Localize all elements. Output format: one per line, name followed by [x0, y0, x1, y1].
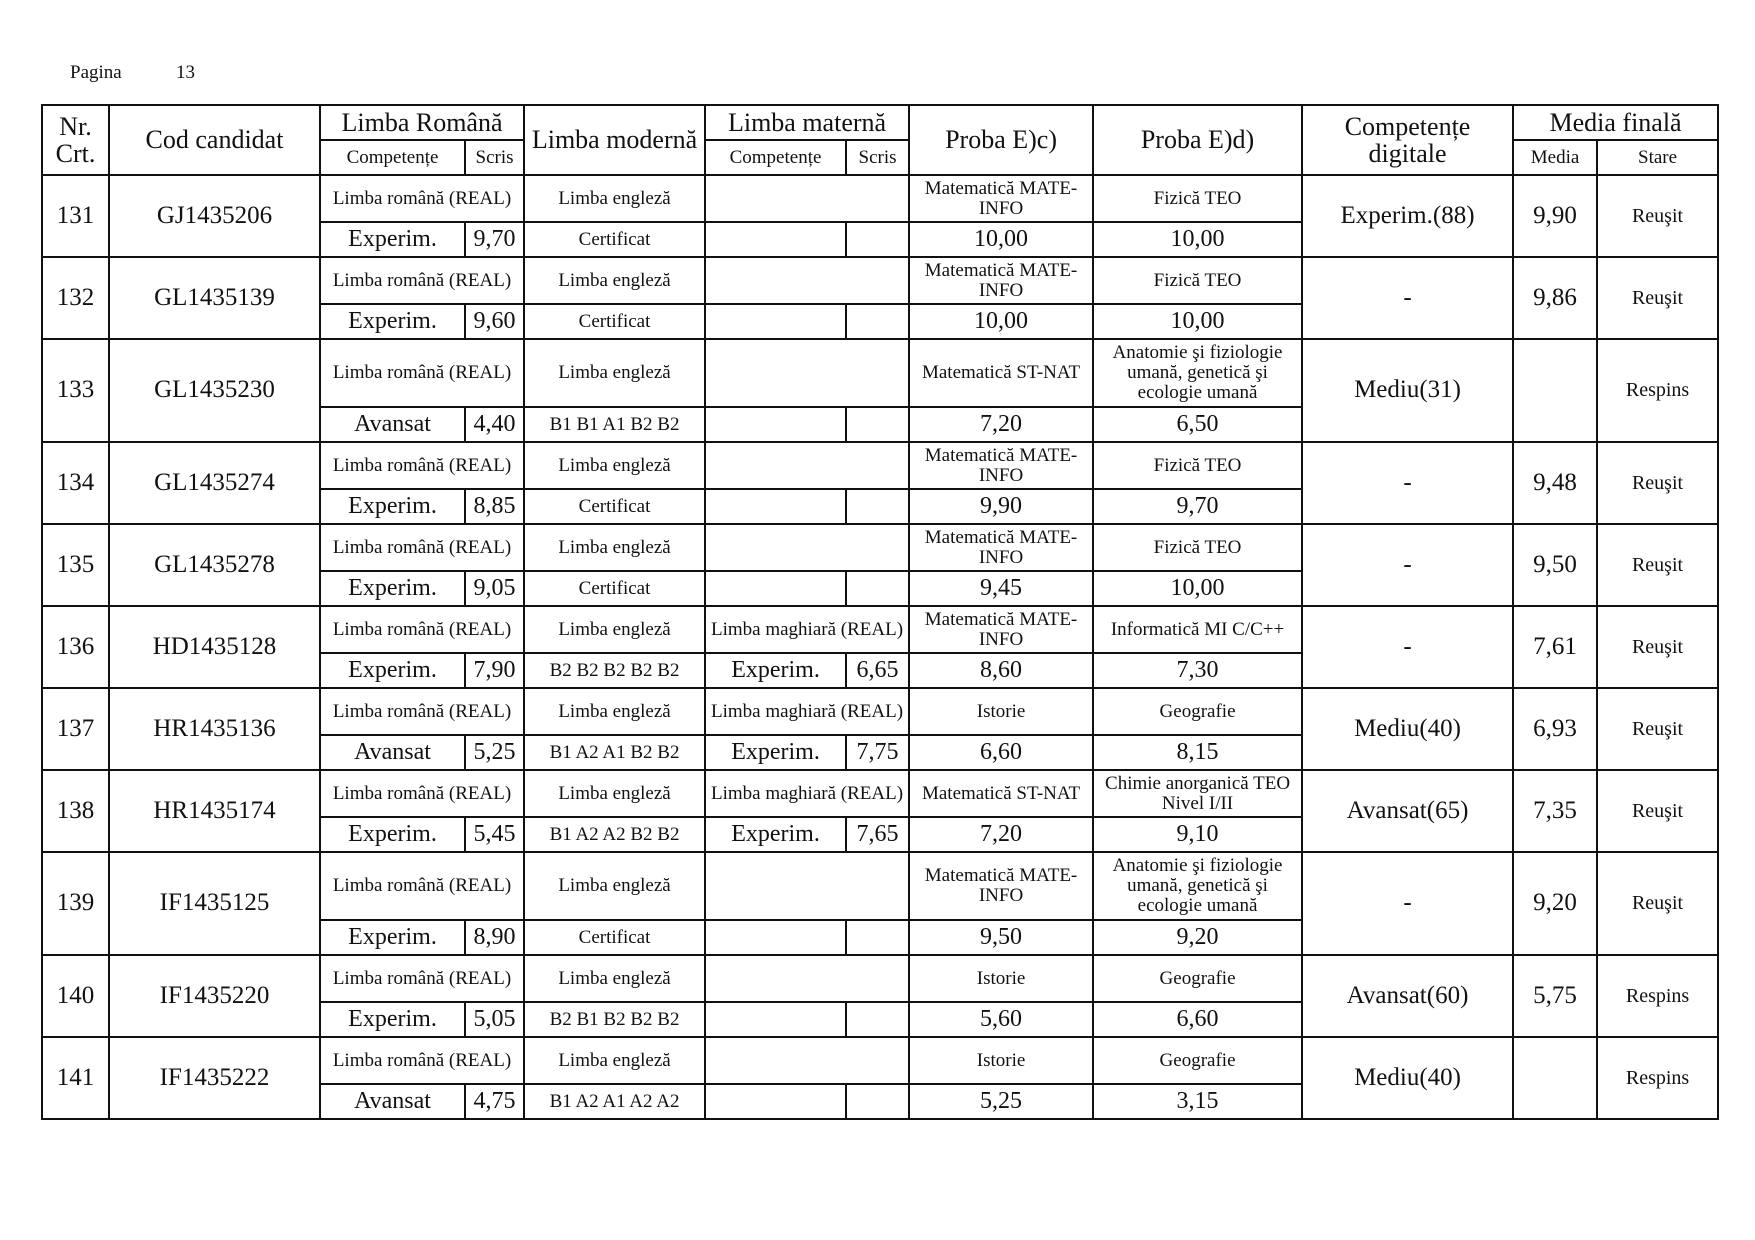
- row-proba-ec-subject: Matematică ST-NAT: [909, 770, 1093, 817]
- row-limba-moderna-subject: Limba engleză: [524, 688, 705, 735]
- header-competente-digitale: Competențe digitale: [1302, 105, 1513, 175]
- row-media: [1513, 339, 1597, 442]
- row-proba-ec-score: 5,60: [909, 1002, 1093, 1037]
- row-competente-digitale: Mediu(40): [1302, 688, 1513, 770]
- row-proba-ed-score: 9,20: [1093, 920, 1302, 955]
- row-media: 7,61: [1513, 606, 1597, 688]
- row-nr-crt: 135: [42, 524, 109, 606]
- row-cod-candidat: IF1435220: [109, 955, 320, 1037]
- row-limba-romana-scris: 5,45: [465, 817, 524, 852]
- row-competente-digitale: -: [1302, 852, 1513, 955]
- row-proba-ed-subject: Geografie: [1093, 688, 1302, 735]
- row-limba-romana-subject: Limba română (REAL): [320, 339, 524, 407]
- row-limba-materna-level: [705, 304, 846, 339]
- row-limba-romana-level: Avansat: [320, 735, 465, 770]
- row-limba-romana-scris: 7,90: [465, 653, 524, 688]
- row-limba-materna-level: Experim.: [705, 735, 846, 770]
- row-proba-ed-subject: Fizică TEO: [1093, 175, 1302, 222]
- header-competente-materna: Competențe: [705, 140, 846, 175]
- row-limba-materna-scris: 7,75: [846, 735, 909, 770]
- header-limba-moderna: Limba modernă: [524, 105, 705, 175]
- header-scris-materna: Scris: [846, 140, 909, 175]
- row-proba-ed-score: 10,00: [1093, 571, 1302, 606]
- row-proba-ed-score: 6,50: [1093, 407, 1302, 442]
- row-cod-candidat: HR1435136: [109, 688, 320, 770]
- row-proba-ec-subject: Matematică ST-NAT: [909, 339, 1093, 407]
- row-limba-romana-level: Experim.: [320, 920, 465, 955]
- header-scris: Scris: [465, 140, 524, 175]
- row-stare: Reuşit: [1597, 606, 1718, 688]
- row-competente-digitale: Avansat(60): [1302, 955, 1513, 1037]
- row-proba-ed-subject: Fizică TEO: [1093, 524, 1302, 571]
- row-cod-candidat: IF1435222: [109, 1037, 320, 1119]
- row-nr-crt: 134: [42, 442, 109, 524]
- table-row: [42, 606, 1718, 653]
- row-competente-digitale: -: [1302, 606, 1513, 688]
- row-proba-ec-subject: Matematică MATE-INFO: [909, 442, 1093, 489]
- row-proba-ec-score: 9,45: [909, 571, 1093, 606]
- row-limba-romana-subject: Limba română (REAL): [320, 524, 524, 571]
- row-limba-moderna-subject: Limba engleză: [524, 770, 705, 817]
- row-nr-crt: 132: [42, 257, 109, 339]
- row-limba-materna-subject: Limba maghiară (REAL): [705, 770, 909, 817]
- row-limba-materna-scris: [846, 222, 909, 257]
- row-proba-ec-score: 5,25: [909, 1084, 1093, 1119]
- row-limba-romana-level: Experim.: [320, 653, 465, 688]
- row-limba-moderna-result: Certificat: [524, 222, 705, 257]
- row-nr-crt: 136: [42, 606, 109, 688]
- row-limba-romana-level: Experim.: [320, 817, 465, 852]
- row-proba-ed-subject: Geografie: [1093, 1037, 1302, 1084]
- row-limba-materna-level: Experim.: [705, 817, 846, 852]
- row-limba-romana-scris: 9,70: [465, 222, 524, 257]
- row-limba-materna-level: [705, 920, 846, 955]
- row-limba-romana-level: Experim.: [320, 222, 465, 257]
- row-proba-ed-score: 10,00: [1093, 304, 1302, 339]
- row-proba-ec-score: 10,00: [909, 304, 1093, 339]
- row-limba-materna-subject: [705, 852, 909, 920]
- row-limba-materna-level: [705, 1084, 846, 1119]
- row-limba-moderna-subject: Limba engleză: [524, 524, 705, 571]
- row-limba-materna-level: [705, 222, 846, 257]
- row-limba-materna-subject: [705, 339, 909, 407]
- row-limba-moderna-result: B1 B1 A1 B2 B2: [524, 407, 705, 442]
- header-competente: Competențe: [320, 140, 465, 175]
- row-limba-moderna-result: Certificat: [524, 920, 705, 955]
- row-stare: Reuşit: [1597, 442, 1718, 524]
- row-media: 9,90: [1513, 175, 1597, 257]
- row-limba-moderna-result: Certificat: [524, 489, 705, 524]
- header-media: Media: [1513, 140, 1597, 175]
- header-media-finala: Media finală: [1513, 105, 1718, 140]
- row-limba-materna-level: Experim.: [705, 653, 846, 688]
- row-stare: Respins: [1597, 1037, 1718, 1119]
- row-limba-materna-subject: [705, 175, 909, 222]
- table-row: [42, 688, 1718, 735]
- row-proba-ec-subject: Istorie: [909, 955, 1093, 1002]
- row-proba-ed-score: 3,15: [1093, 1084, 1302, 1119]
- row-limba-romana-level: Experim.: [320, 1002, 465, 1037]
- row-media: 9,48: [1513, 442, 1597, 524]
- row-limba-materna-subject: [705, 1037, 909, 1084]
- row-limba-romana-subject: Limba română (REAL): [320, 175, 524, 222]
- row-limba-materna-subject: Limba maghiară (REAL): [705, 688, 909, 735]
- row-proba-ec-subject: Matematică MATE-INFO: [909, 175, 1093, 222]
- row-proba-ec-score: 6,60: [909, 735, 1093, 770]
- row-stare: Respins: [1597, 339, 1718, 442]
- row-media: [1513, 1037, 1597, 1119]
- row-proba-ed-score: 6,60: [1093, 1002, 1302, 1037]
- header-stare: Stare: [1597, 140, 1718, 175]
- header-row-main: [42, 105, 1718, 140]
- row-limba-romana-scris: 9,60: [465, 304, 524, 339]
- row-stare: Respins: [1597, 955, 1718, 1037]
- table-row: [42, 852, 1718, 920]
- row-proba-ec-subject: Matematică MATE-INFO: [909, 852, 1093, 920]
- row-media: 9,20: [1513, 852, 1597, 955]
- row-proba-ed-subject: Fizică TEO: [1093, 442, 1302, 489]
- row-limba-materna-subject: [705, 524, 909, 571]
- row-proba-ec-score: 8,60: [909, 653, 1093, 688]
- row-media: 5,75: [1513, 955, 1597, 1037]
- row-competente-digitale: -: [1302, 442, 1513, 524]
- row-cod-candidat: IF1435125: [109, 852, 320, 955]
- table-row: [42, 339, 1718, 407]
- row-limba-moderna-subject: Limba engleză: [524, 257, 705, 304]
- row-proba-ec-subject: Matematică MATE-INFO: [909, 257, 1093, 304]
- row-stare: Reuşit: [1597, 688, 1718, 770]
- row-limba-materna-subject: [705, 442, 909, 489]
- row-proba-ed-score: 9,70: [1093, 489, 1302, 524]
- row-limba-materna-subject: [705, 955, 909, 1002]
- row-competente-digitale: -: [1302, 257, 1513, 339]
- row-cod-candidat: GL1435230: [109, 339, 320, 442]
- row-limba-romana-scris: 5,05: [465, 1002, 524, 1037]
- row-limba-moderna-result: Certificat: [524, 571, 705, 606]
- row-proba-ec-score: 7,20: [909, 817, 1093, 852]
- row-cod-candidat: GL1435139: [109, 257, 320, 339]
- row-proba-ed-subject: Anatomie şi fiziologie umană, genetică şi ecologie umană: [1093, 852, 1302, 920]
- table-row: [42, 1037, 1718, 1084]
- row-cod-candidat: HD1435128: [109, 606, 320, 688]
- row-media: 9,86: [1513, 257, 1597, 339]
- header-proba-ec: Proba E)c): [909, 105, 1093, 175]
- row-proba-ed-score: 9,10: [1093, 817, 1302, 852]
- row-limba-materna-scris: [846, 304, 909, 339]
- row-limba-materna-level: [705, 407, 846, 442]
- row-limba-romana-subject: Limba română (REAL): [320, 852, 524, 920]
- table-row: [42, 257, 1718, 304]
- table-row: [42, 524, 1718, 571]
- row-limba-moderna-subject: Limba engleză: [524, 339, 705, 407]
- row-proba-ec-score: 10,00: [909, 222, 1093, 257]
- row-limba-romana-scris: 4,75: [465, 1084, 524, 1119]
- row-limba-materna-scris: [846, 407, 909, 442]
- row-proba-ed-subject: Anatomie şi fiziologie umană, genetică şi ecologie umană: [1093, 339, 1302, 407]
- row-cod-candidat: HR1435174: [109, 770, 320, 852]
- row-stare: Reuşit: [1597, 257, 1718, 339]
- row-limba-moderna-result: B2 B2 B2 B2 B2: [524, 653, 705, 688]
- row-limba-moderna-subject: Limba engleză: [524, 852, 705, 920]
- table-row: [42, 955, 1718, 1002]
- row-nr-crt: 141: [42, 1037, 109, 1119]
- row-proba-ec-score: 7,20: [909, 407, 1093, 442]
- row-limba-romana-scris: 8,85: [465, 489, 524, 524]
- row-nr-crt: 131: [42, 175, 109, 257]
- row-limba-materna-scris: 6,65: [846, 653, 909, 688]
- row-proba-ec-subject: Matematică MATE-INFO: [909, 606, 1093, 653]
- row-media: 9,50: [1513, 524, 1597, 606]
- row-media: 7,35: [1513, 770, 1597, 852]
- row-proba-ed-subject: Chimie anorganică TEO Nivel I/II: [1093, 770, 1302, 817]
- row-nr-crt: 137: [42, 688, 109, 770]
- row-limba-materna-scris: [846, 920, 909, 955]
- row-stare: Reuşit: [1597, 770, 1718, 852]
- row-limba-moderna-subject: Limba engleză: [524, 606, 705, 653]
- row-limba-moderna-result: B2 B1 B2 B2 B2: [524, 1002, 705, 1037]
- row-limba-materna-level: [705, 489, 846, 524]
- row-proba-ed-score: 7,30: [1093, 653, 1302, 688]
- row-limba-romana-subject: Limba română (REAL): [320, 1037, 524, 1084]
- row-proba-ed-score: 8,15: [1093, 735, 1302, 770]
- row-limba-romana-level: Experim.: [320, 304, 465, 339]
- row-proba-ed-subject: Informatică MI C/C++: [1093, 606, 1302, 653]
- row-limba-moderna-subject: Limba engleză: [524, 955, 705, 1002]
- row-limba-romana-scris: 8,90: [465, 920, 524, 955]
- row-limba-romana-scris: 4,40: [465, 407, 524, 442]
- row-limba-materna-level: [705, 1002, 846, 1037]
- row-limba-materna-subject: Limba maghiară (REAL): [705, 606, 909, 653]
- row-cod-candidat: GL1435274: [109, 442, 320, 524]
- table-row: [42, 442, 1718, 489]
- row-stare: Reuşit: [1597, 175, 1718, 257]
- row-nr-crt: 133: [42, 339, 109, 442]
- row-stare: Reuşit: [1597, 852, 1718, 955]
- row-competente-digitale: -: [1302, 524, 1513, 606]
- row-limba-moderna-result: B1 A2 A1 B2 B2: [524, 735, 705, 770]
- row-limba-moderna-result: Certificat: [524, 304, 705, 339]
- row-competente-digitale: Experim.(88): [1302, 175, 1513, 257]
- row-media: 6,93: [1513, 688, 1597, 770]
- header-limba-materna: Limba maternă: [705, 105, 909, 140]
- row-cod-candidat: GJ1435206: [109, 175, 320, 257]
- page-label: Pagina: [70, 62, 122, 83]
- row-competente-digitale: Mediu(40): [1302, 1037, 1513, 1119]
- row-limba-moderna-subject: Limba engleză: [524, 442, 705, 489]
- row-limba-romana-subject: Limba română (REAL): [320, 688, 524, 735]
- row-nr-crt: 139: [42, 852, 109, 955]
- row-limba-materna-scris: [846, 571, 909, 606]
- row-limba-romana-level: Experim.: [320, 571, 465, 606]
- row-limba-romana-scris: 5,25: [465, 735, 524, 770]
- results-body: [42, 175, 1718, 1119]
- header-proba-ed: Proba E)d): [1093, 105, 1302, 175]
- row-limba-romana-subject: Limba română (REAL): [320, 770, 524, 817]
- header-nr-crt: Nr. Crt.: [42, 105, 109, 175]
- row-stare: Reuşit: [1597, 524, 1718, 606]
- row-limba-romana-level: Avansat: [320, 1084, 465, 1119]
- row-proba-ec-subject: Matematică MATE-INFO: [909, 524, 1093, 571]
- row-proba-ec-score: 9,90: [909, 489, 1093, 524]
- row-proba-ec-subject: Istorie: [909, 1037, 1093, 1084]
- row-limba-materna-scris: [846, 1002, 909, 1037]
- row-limba-moderna-result: B1 A2 A1 A2 A2: [524, 1084, 705, 1119]
- row-limba-romana-level: Avansat: [320, 407, 465, 442]
- row-limba-moderna-subject: Limba engleză: [524, 175, 705, 222]
- row-limba-romana-subject: Limba română (REAL): [320, 257, 524, 304]
- row-limba-moderna-subject: Limba engleză: [524, 1037, 705, 1084]
- row-proba-ed-subject: Fizică TEO: [1093, 257, 1302, 304]
- row-limba-materna-subject: [705, 257, 909, 304]
- row-limba-romana-subject: Limba română (REAL): [320, 955, 524, 1002]
- row-limba-materna-scris: [846, 489, 909, 524]
- row-competente-digitale: Avansat(65): [1302, 770, 1513, 852]
- header-limba-romana: Limba Română: [320, 105, 524, 140]
- row-limba-romana-scris: 9,05: [465, 571, 524, 606]
- header-cod-candidat: Cod candidat: [109, 105, 320, 175]
- row-limba-romana-level: Experim.: [320, 489, 465, 524]
- page-number: 13: [176, 62, 195, 83]
- table-row: [42, 770, 1718, 817]
- row-limba-moderna-result: B1 A2 A2 B2 B2: [524, 817, 705, 852]
- row-proba-ec-subject: Istorie: [909, 688, 1093, 735]
- row-limba-materna-level: [705, 571, 846, 606]
- row-nr-crt: 140: [42, 955, 109, 1037]
- row-nr-crt: 138: [42, 770, 109, 852]
- row-proba-ed-score: 10,00: [1093, 222, 1302, 257]
- row-limba-materna-scris: [846, 1084, 909, 1119]
- row-limba-romana-subject: Limba română (REAL): [320, 442, 524, 489]
- row-proba-ed-subject: Geografie: [1093, 955, 1302, 1002]
- row-limba-materna-scris: 7,65: [846, 817, 909, 852]
- row-competente-digitale: Mediu(31): [1302, 339, 1513, 442]
- row-proba-ec-score: 9,50: [909, 920, 1093, 955]
- row-cod-candidat: GL1435278: [109, 524, 320, 606]
- table-row: [42, 175, 1718, 222]
- row-limba-romana-subject: Limba română (REAL): [320, 606, 524, 653]
- results-table: [41, 104, 1719, 1120]
